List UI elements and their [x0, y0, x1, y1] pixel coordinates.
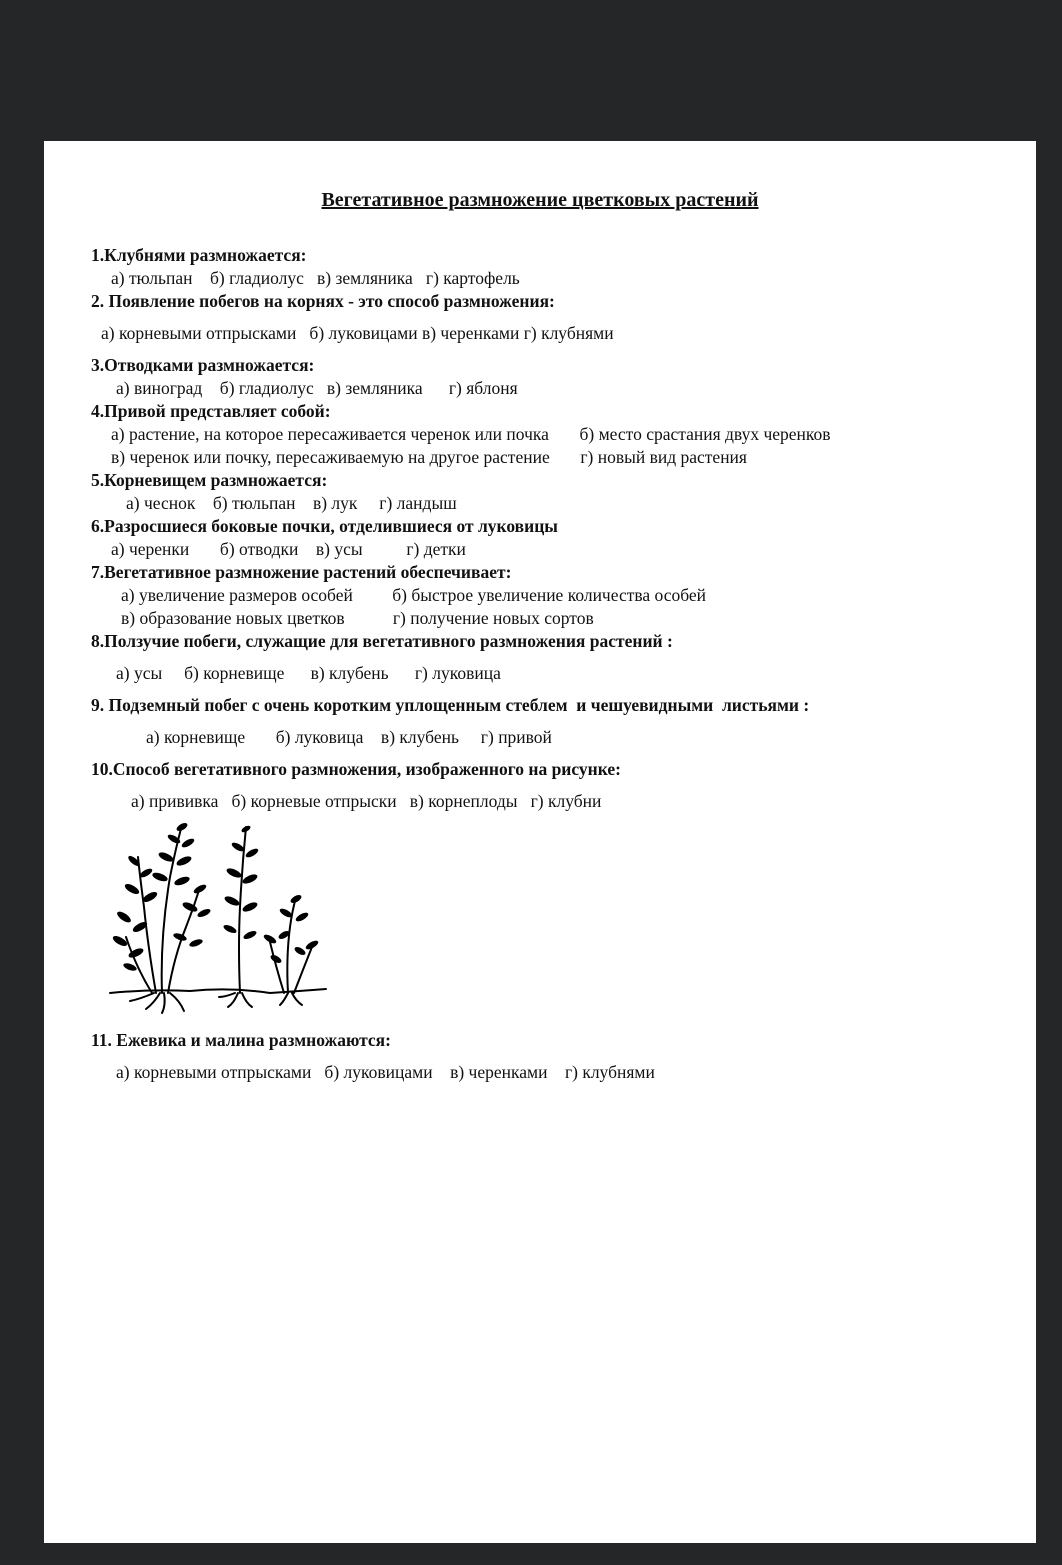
question-3: 3.Отводками размножается: [91, 355, 315, 375]
answers-2: а) корневыми отпрысками б) луковицами в) черенками г) клубнями [101, 323, 614, 343]
question-8: 8.Ползучие побеги, служащие для вегетативного размножения растений : [91, 631, 673, 651]
question-7: 7.Вегетативное размножение растений обеспечивает: [91, 562, 512, 582]
question-5: 5.Корневищем размножается: [91, 470, 328, 490]
question-2: 2. Появление побегов на корнях - это способ размножения: [91, 291, 555, 311]
answers-4-line-1: а) растение, на которое пересаживается черенок или почка б) место срастания двух черенков [111, 424, 831, 444]
question-9: 9. Подземный побег с очень коротким уплощенным стеблем и чешуевидными листьями : [91, 695, 810, 715]
question-6: 6.Разросшиеся боковые почки, отделившиеся от луковицы [91, 516, 558, 536]
answers-11: а) корневыми отпрысками б) луковицами в) черенками г) клубнями [116, 1062, 655, 1082]
question-4: 4.Привой представляет собой: [91, 401, 331, 421]
answers-6: а) черенки б) отводки в) усы г) детки [111, 539, 466, 559]
plant-propagation-illustration [90, 817, 332, 1019]
question-11: 11. Ежевика и малина размножаются: [91, 1030, 391, 1050]
answers-8: а) усы б) корневище в) клубень г) луковица [116, 663, 501, 683]
answers-1: а) тюльпан б) гладиолус в) земляника г) картофель [111, 268, 520, 288]
answers-9: а) корневище б) луковица в) клубень г) привой [146, 727, 552, 747]
answers-10: а) прививка б) корневые отпрыски в) корнеплоды г) клубни [131, 791, 602, 811]
answers-3: а) виноград б) гладиолус в) земляника г) яблоня [116, 378, 518, 398]
answers-5: а) чеснок б) тюльпан в) лук г) ландыш [126, 493, 457, 513]
answers-7-line-2: в) образование новых цветков г) получение новых сортов [121, 608, 594, 628]
document-title: Вегетативное размножение цветковых растений [321, 189, 759, 211]
answers-4-line-2: в) черенок или почку, пересаживаемую на другое растение г) новый вид растения [111, 447, 747, 467]
answers-7-line-1: а) увеличение размеров особей б) быстрое увеличение количества особей [121, 585, 707, 605]
document-page [44, 141, 1036, 1543]
question-10: 10.Способ вегетативного размножения, изображенного на рисунке: [91, 759, 621, 779]
question-1: 1.Клубнями размножается: [91, 245, 307, 265]
